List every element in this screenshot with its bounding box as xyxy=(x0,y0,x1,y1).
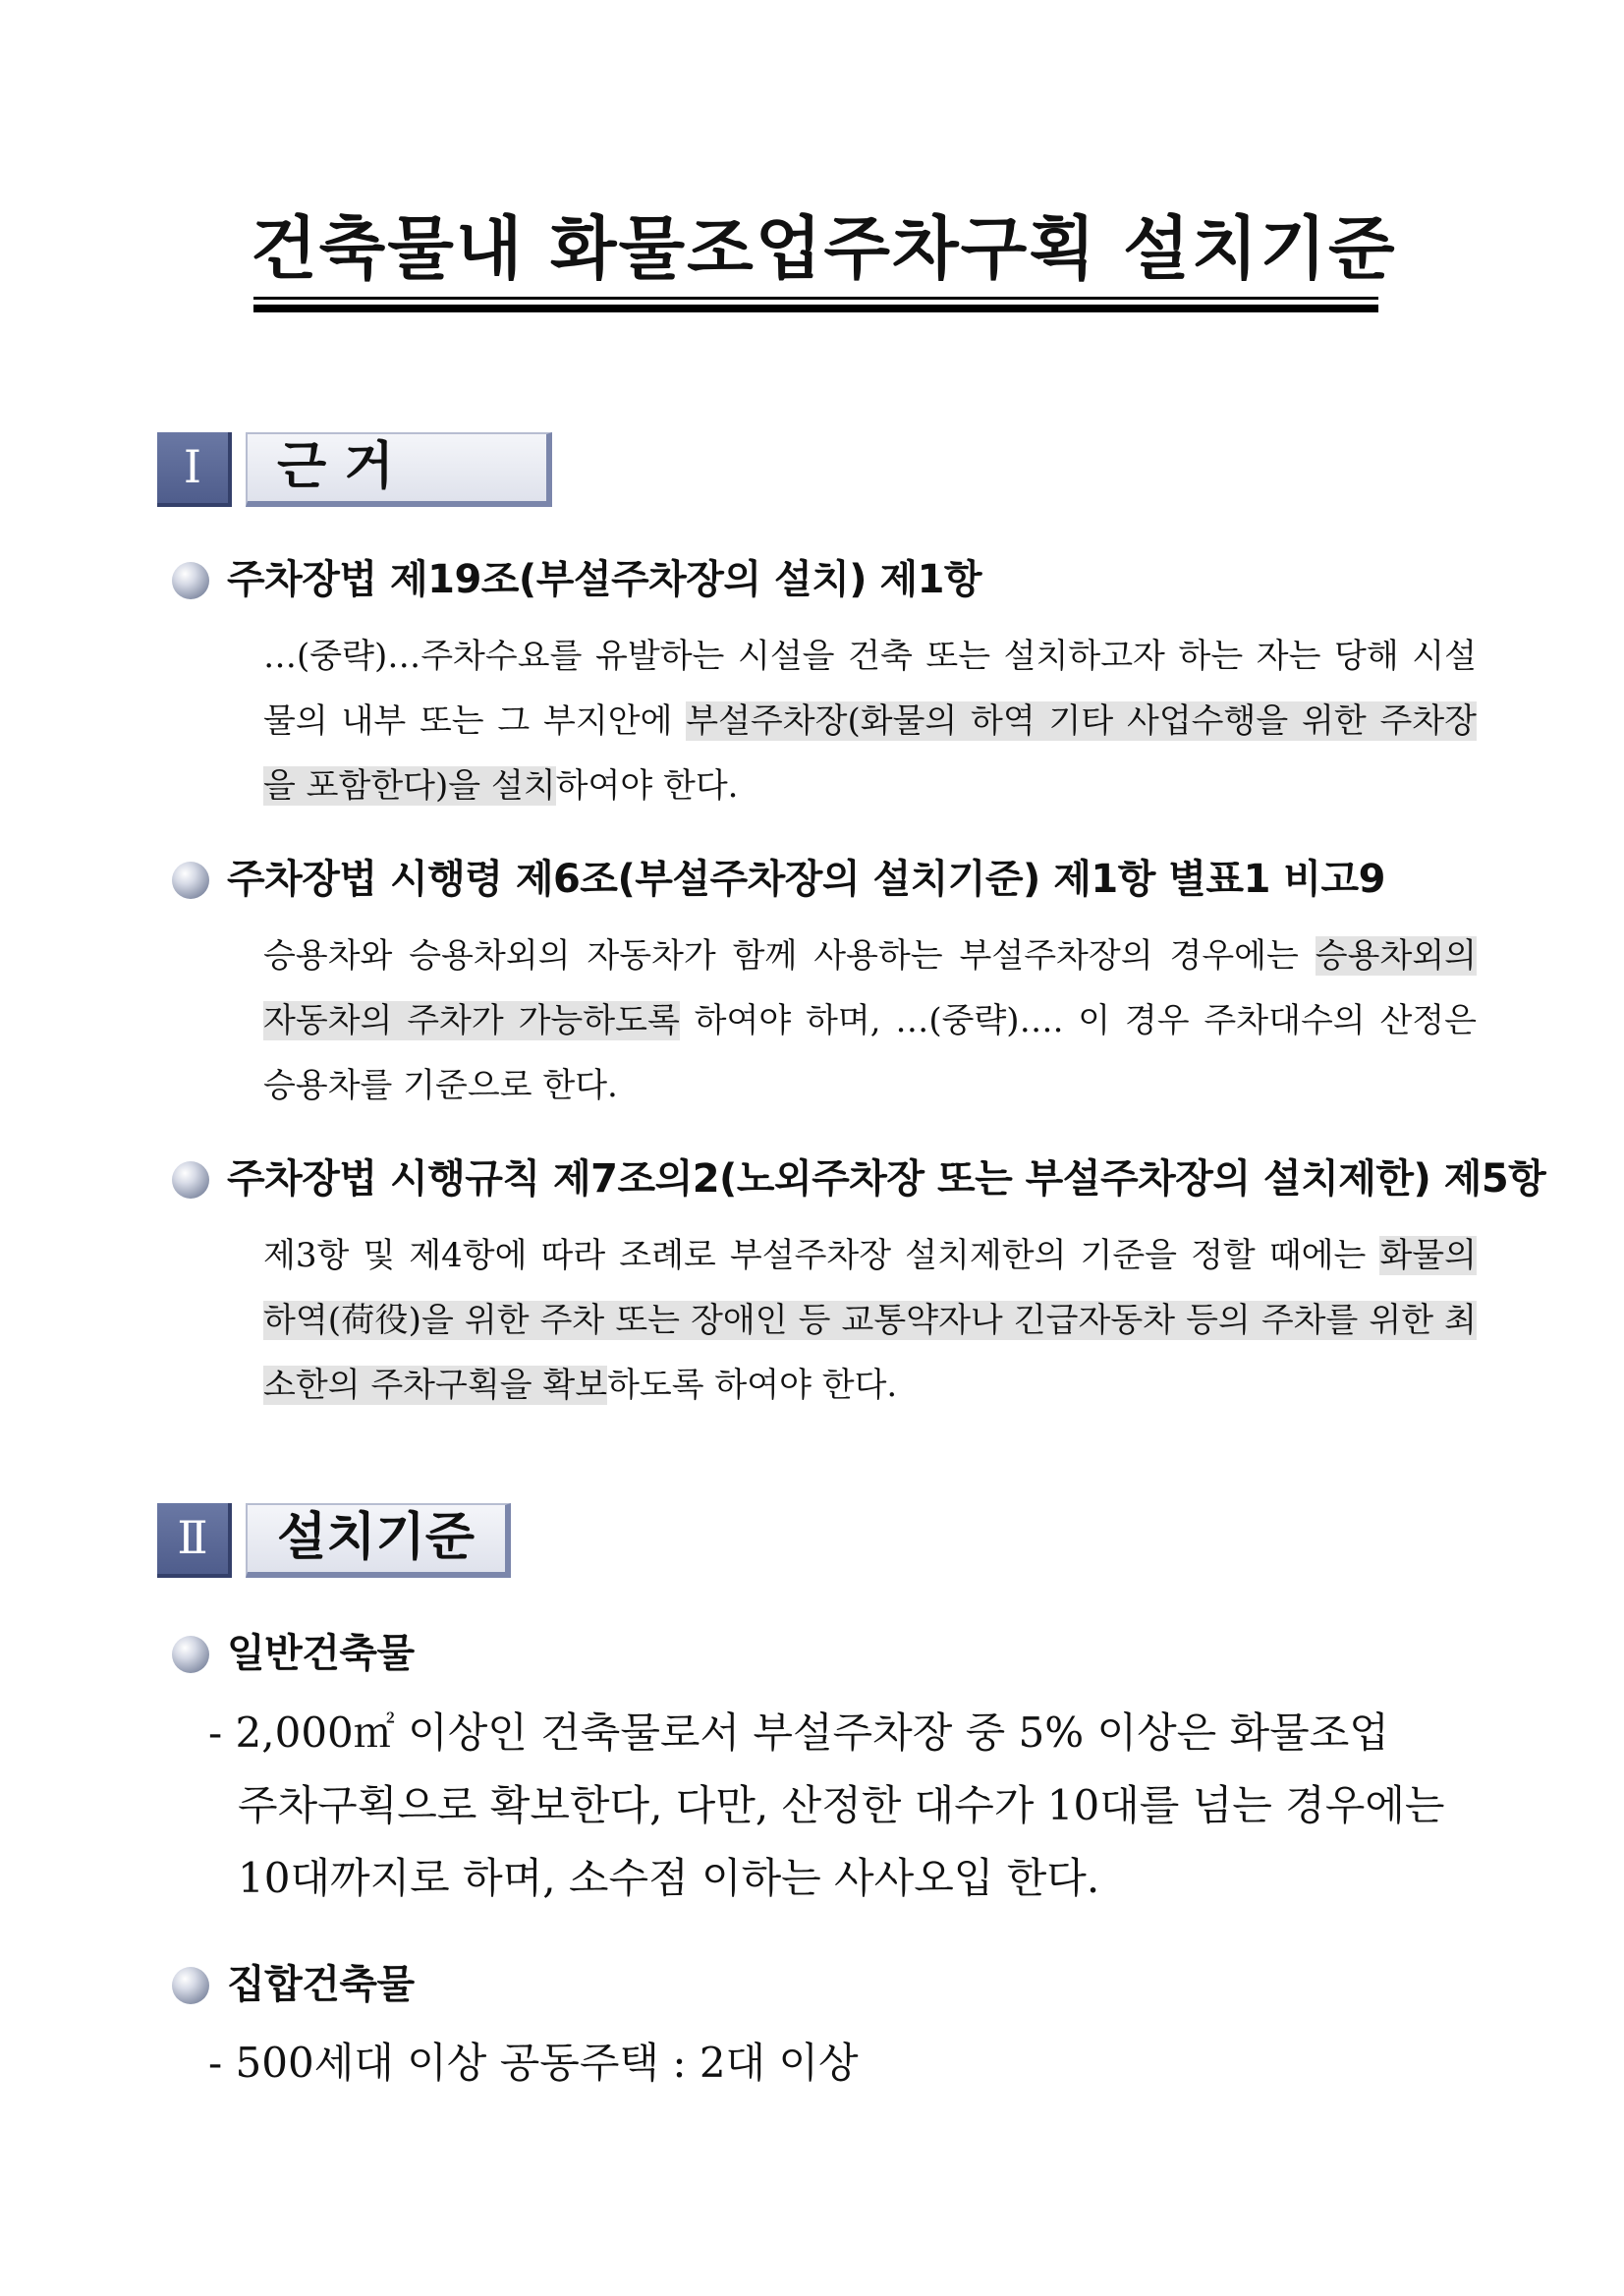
highlight: 승용차외의 자동차의 주차가 가능하도록 xyxy=(263,936,1477,1040)
document-title: 건축물내 화물조업주차구획 설치기준 xyxy=(251,208,1397,289)
section-1-item-3-text: 제3항 및 제4항에 따라 조례로 부설주차장 설치제한의 기준을 정할 때에는 화물의 하역(荷役)을 위한 주차 또는 장애인 등 교통약자나 긴급자동차 등의 주차를 위한 최소한의 주차구획을 확보하도록 하여야 한다. xyxy=(263,1236,1477,1405)
section-1-item-1-text: …(중략)…주차수요를 유발하는 시설을 건축 또는 설치하고자 하는 자는 당해 시설물의 내부 또는 그 부지안에 부설주차장(화물의 하역 기타 사업수행을 위한 주차장을 포함한다)을 설치하여야 한다. xyxy=(263,637,1478,806)
bullet-icon xyxy=(172,1636,209,1673)
section-1-number: Ⅰ xyxy=(157,432,232,507)
title-underline-thick xyxy=(253,305,1378,312)
general-building-line-2: 주차구획으로 확보한다, 다만, 산정한 대수가 10대를 넘는 경우에는 xyxy=(238,1781,1445,1829)
bullet-icon xyxy=(172,562,209,599)
section-2-title: 설치기준 xyxy=(246,1503,511,1578)
bullet-icon xyxy=(172,1967,209,2004)
bullet-icon xyxy=(172,1161,209,1199)
section-2-number: Ⅱ xyxy=(157,1503,232,1578)
title-underline-thin xyxy=(253,297,1378,300)
highlight: 부설주차장(화물의 하역 기타 사업수행을 위한 주차장을 포함한다)을 설치 xyxy=(263,701,1478,806)
bullet-icon xyxy=(172,862,209,899)
general-building-line-3: 10대까지로 하며, 소수점 이하는 사사오입 한다. xyxy=(238,1854,1100,1902)
section-1-item-2-text: 승용차와 승용차외의 자동차가 함께 사용하는 부설주차장의 경우에는 승용차외의 자동차의 주차가 가능하도록 하여야 하며, …(중략)…. 이 경우 주차대수의 산정은 승용차를 기준으로 한다. xyxy=(263,936,1477,1105)
general-building-line-1: - 2,000㎡ 이상인 건축물로서 부설주차장 중 5% 이상은 화물조업 xyxy=(208,1708,1389,1757)
collective-building-line-1: - 500세대 이상 공동주택 : 2대 이상 xyxy=(208,2039,859,2087)
section-1-title: 근 거 xyxy=(246,432,552,507)
highlight: 화물의 하역(荷役)을 위한 주차 또는 장애인 등 교통약자나 긴급자동차 등의 주차를 위한 최소한의 주차구획을 확보 xyxy=(263,1236,1477,1405)
